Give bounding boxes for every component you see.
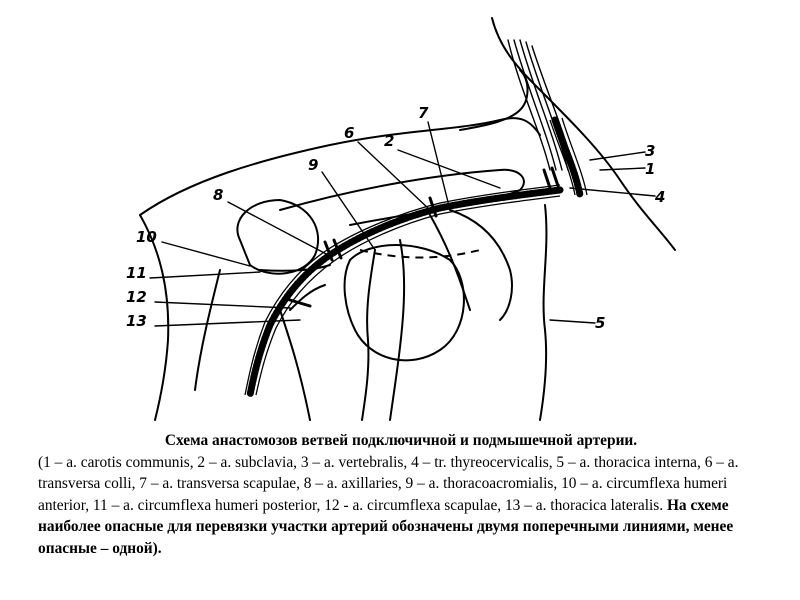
humeral-head [237,200,318,274]
anastomosis-dashed-line [360,250,480,258]
label-13: 13 [126,312,147,330]
leader-line-5 [550,320,595,323]
anatomy-diagram-svg [100,10,700,430]
caption-title: Схема анастомозов ветвей подключичной и подмышечной артерии. [164,432,638,449]
neck-muscle-2 [514,40,556,170]
caption-legend-text: (1 – a. carotis communis, 2 – a. subclavia, 3 – a. vertebralis, 4 – tr. thyreocervicalis, 5 – a. thoracica interna, 6 – a. transversa colli, 7 – a. transversa scapulae, 8 – a. axillaries, 9 – a. thoracoacromialis, 10 – a. circumflexa humeri anterior, 11 – a. circumflexa humeri posterior, 12 - a. circumflexa scapulae, 13 – a. thoracica lateralis. [38,453,739,514]
leader-line-9 [322,172,375,250]
leader-line-1 [600,168,645,170]
label-11: 11 [126,264,147,282]
figure-caption [38,430,764,559]
label-12: 12 [126,288,147,306]
leader-line-6 [358,142,430,210]
label-2: 2 [384,132,395,150]
neck-outline [492,18,675,250]
caption-note-text: На схеме наиболее опасные для перевязки участки артерий обозначены двумя поперечными линиями, менее опасные – одной). [38,496,734,557]
leader-line-11 [150,272,260,278]
leader-line-3 [590,152,645,160]
label-7: 7 [418,104,429,122]
label-6: 6 [344,124,355,142]
chest-outline [280,310,310,420]
label-1: 1 [645,160,656,178]
thoracoacromialis [362,250,375,420]
leader-line-7 [428,122,450,210]
label-9: 9 [308,156,319,174]
label-5: 5 [595,314,606,332]
leader-line-2 [398,150,500,188]
transversa-colli [450,210,512,320]
label-10: 10 [136,228,157,246]
label-4: 4 [655,188,666,206]
anatomy-diagram [100,10,700,430]
torso-lateral-line [390,240,404,420]
neck-muscle-1 [508,40,550,170]
arm-inner-line [195,270,220,390]
thoracica-interna [540,205,546,420]
label-8: 8 [213,186,224,204]
label-3: 3 [645,142,656,160]
caption-body [38,452,764,560]
leader-line-12 [155,302,290,308]
leader-line-10 [162,242,250,266]
subclavian-axillary-outline-b [256,196,560,395]
